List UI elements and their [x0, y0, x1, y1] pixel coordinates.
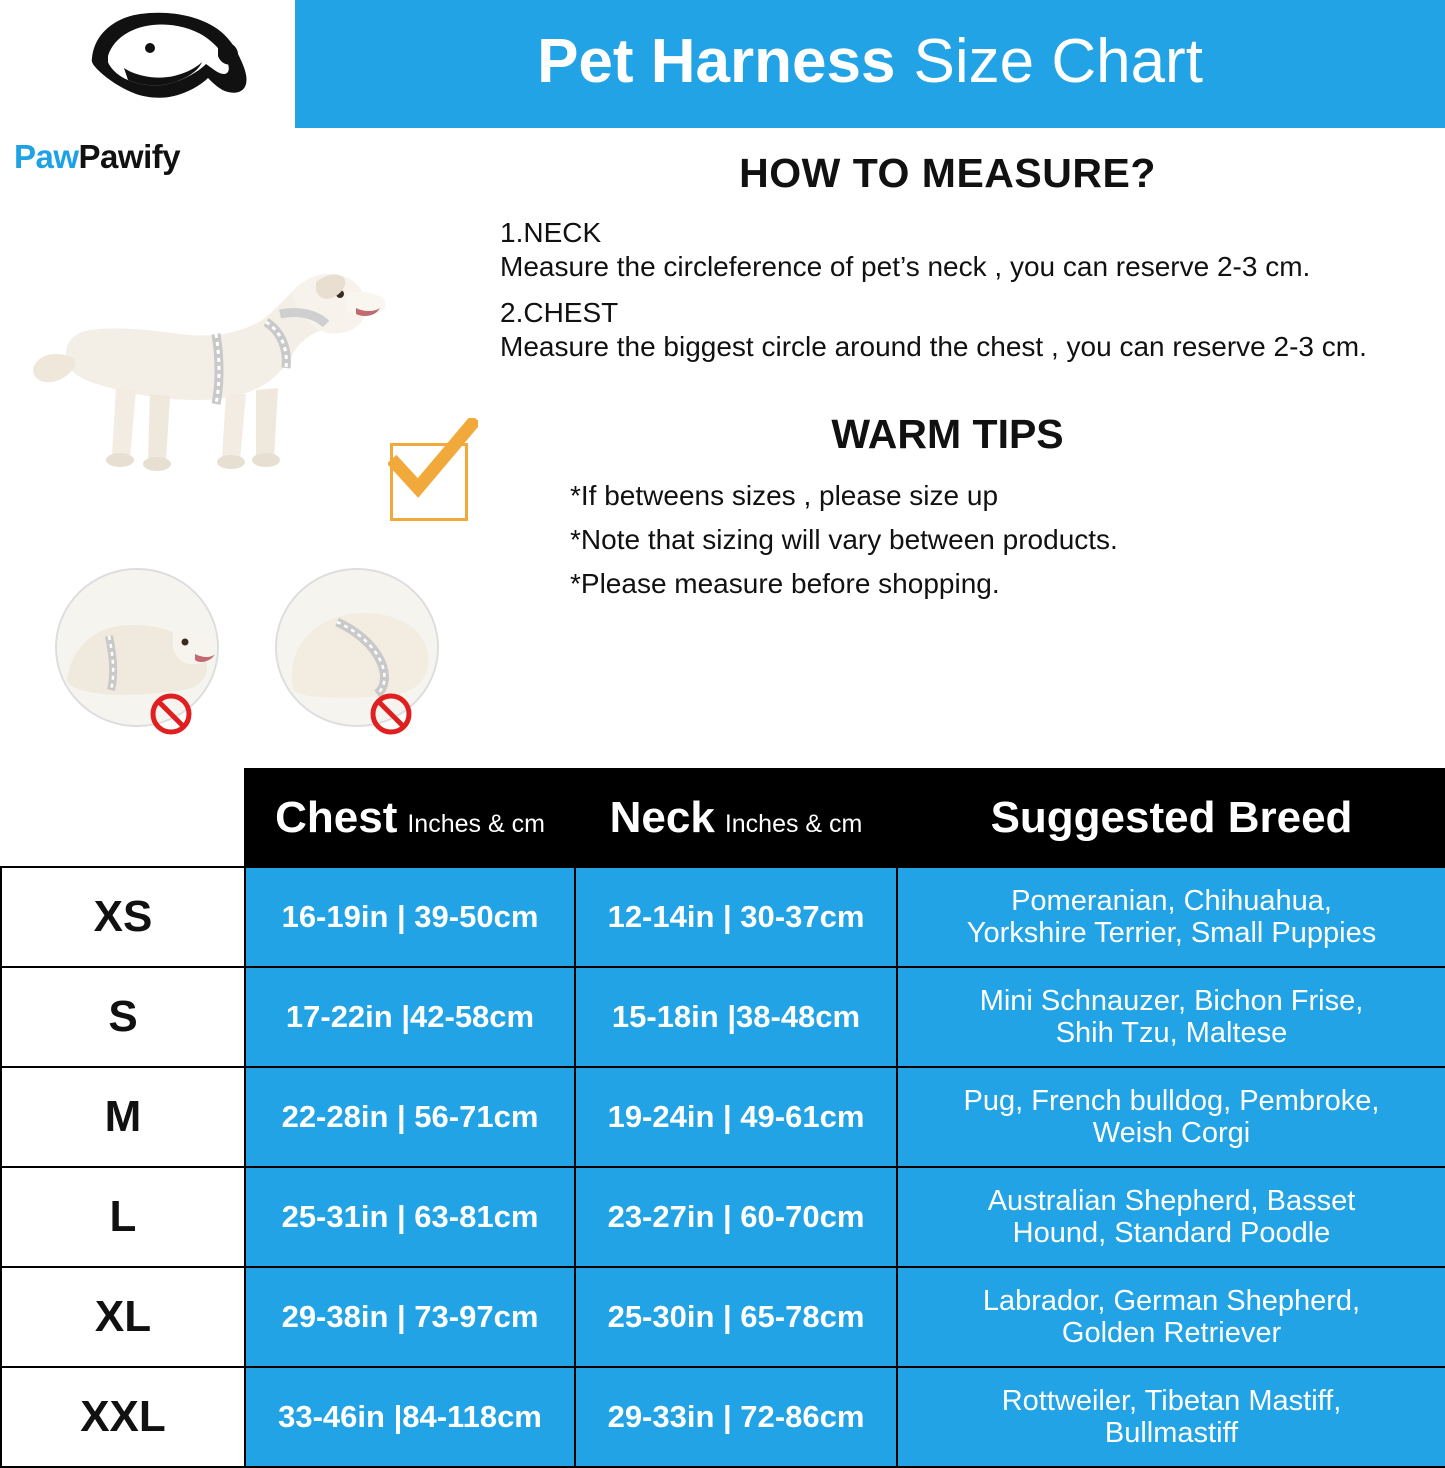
warm-tips-heading: WARM TIPS	[831, 411, 1064, 457]
table-header-neck-units: Inches & cm	[724, 810, 863, 838]
row-breed: Rottweiler, Tibetan Mastiff, Bullmastiff	[897, 1367, 1445, 1467]
measure-step1-label: 1.NECK	[500, 217, 602, 248]
no-entry-icon	[150, 693, 192, 735]
size-table	[0, 768, 1445, 1468]
table-header-neck-label: Neck	[609, 793, 715, 842]
no-entry-icon	[370, 693, 412, 735]
row-neck: 15-18in |38-48cm	[575, 967, 897, 1067]
brand-name-part1: Paw	[14, 138, 79, 175]
title-light: Size Chart	[913, 26, 1203, 96]
row-size: S	[1, 967, 245, 1067]
table-header-size	[1, 769, 245, 867]
table-header-neck	[575, 769, 897, 867]
brand-logo	[0, 0, 295, 175]
table-row	[1, 967, 1445, 1067]
row-chest: 29-38in | 73-97cm	[245, 1267, 575, 1367]
measure-section	[470, 150, 1425, 612]
how-to-measure-heading: HOW TO MEASURE?	[739, 150, 1156, 196]
row-neck: 29-33in | 72-86cm	[575, 1367, 897, 1467]
row-chest: 33-46in |84-118cm	[245, 1367, 575, 1467]
table-row	[1, 1067, 1445, 1167]
row-breed: Mini Schnauzer, Bichon Frise, Shih Tzu, Maltese	[897, 967, 1445, 1067]
title-bold: Pet Harness	[537, 26, 896, 96]
row-size: XXL	[1, 1367, 245, 1467]
row-neck: 23-27in | 60-70cm	[575, 1167, 897, 1267]
warm-tip-item: *If betweens sizes , please size up	[570, 480, 999, 511]
measure-step1-text: Measure the circleference of pet’s neck , you can reserve 2-3 cm.	[500, 251, 1311, 282]
table-row	[1, 867, 1445, 967]
table-header-row	[1, 769, 1445, 867]
table-header-breed-label: Suggested Breed	[990, 793, 1353, 842]
row-size: XL	[1, 1267, 245, 1367]
table-header-chest-label: Chest	[275, 793, 398, 842]
measure-step2-text: Measure the biggest circle around the chest , you can reserve 2-3 cm.	[500, 331, 1367, 362]
row-size: M	[1, 1067, 245, 1167]
dog-side-view-photo	[30, 238, 390, 528]
warm-tip-item: *Note that sizing will vary between products.	[570, 524, 1118, 555]
row-chest: 22-28in | 56-71cm	[245, 1067, 575, 1167]
warm-tip-item: *Please measure before shopping.	[570, 568, 1000, 599]
row-breed: Pug, French bulldog, Pembroke, Weish Corgi	[897, 1067, 1445, 1167]
table-row	[1, 1267, 1445, 1367]
row-neck: 25-30in | 65-78cm	[575, 1267, 897, 1367]
row-breed: Pomeranian, Chihuahua, Yorkshire Terrier, Small Puppies	[897, 867, 1445, 967]
table-header-breed	[897, 769, 1445, 867]
orange-checkmark-icon	[388, 418, 478, 508]
title-banner	[295, 0, 1445, 128]
row-breed: Australian Shepherd, Basset Hound, Standard Poodle	[897, 1167, 1445, 1267]
table-row	[1, 1367, 1445, 1467]
row-neck: 12-14in | 30-37cm	[575, 867, 897, 967]
table-header-chest-units: Inches & cm	[407, 810, 545, 838]
dog-head-icon	[78, 6, 258, 126]
row-chest: 25-31in | 63-81cm	[245, 1167, 575, 1267]
table-body	[1, 867, 1445, 1467]
row-breed: Labrador, German Shepherd, Golden Retriever	[897, 1267, 1445, 1367]
row-size: L	[1, 1167, 245, 1267]
brand-name-part2: Pawify	[78, 138, 181, 175]
row-size: XS	[1, 867, 245, 967]
content-area	[0, 128, 1445, 768]
illustration-column	[0, 128, 470, 768]
measure-step2-label: 2.CHEST	[500, 297, 619, 328]
size-table-wrapper	[0, 768, 1445, 1468]
row-neck: 19-24in | 49-61cm	[575, 1067, 897, 1167]
table-header-chest	[245, 769, 575, 867]
table-row	[1, 1167, 1445, 1267]
dog-chest-closeup-photo	[275, 568, 439, 727]
dog-neck-closeup-photo	[55, 568, 219, 727]
row-chest: 17-22in |42-58cm	[245, 967, 575, 1067]
row-chest: 16-19in | 39-50cm	[245, 867, 575, 967]
